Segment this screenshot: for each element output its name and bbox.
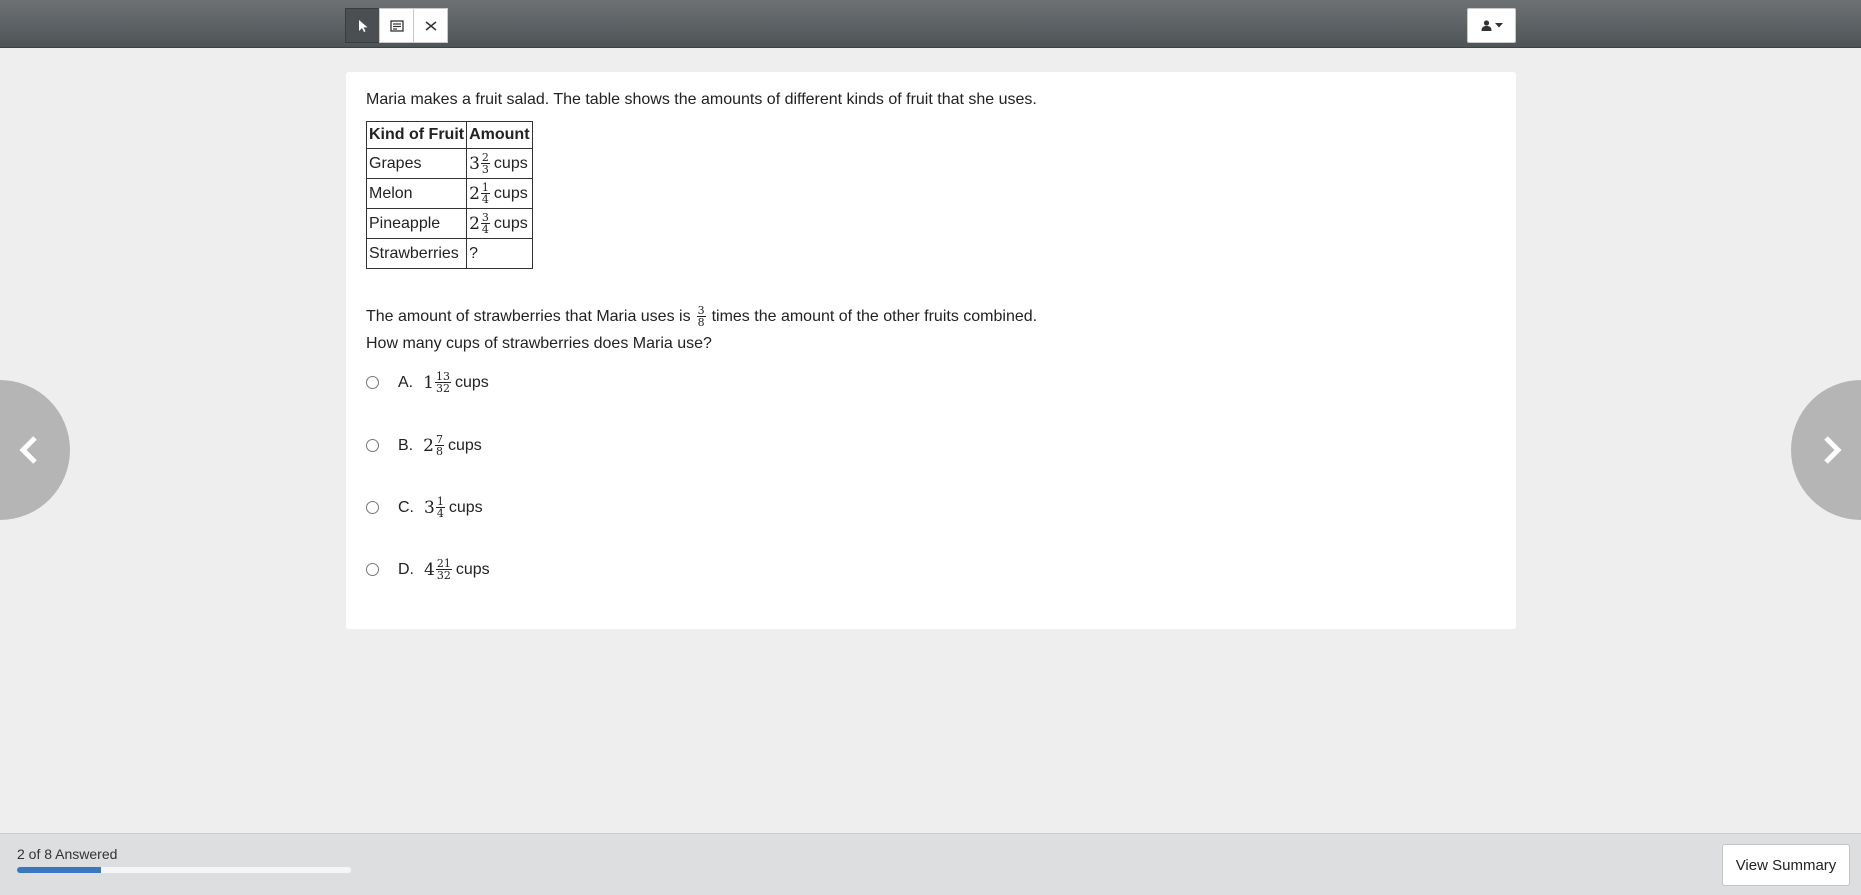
radio-button[interactable] bbox=[366, 501, 379, 514]
fraction-numerator: 1 bbox=[436, 495, 444, 508]
note-tool-button[interactable] bbox=[379, 8, 414, 43]
table-row bbox=[367, 209, 533, 239]
tool-group bbox=[346, 8, 448, 43]
fraction-denominator: 4 bbox=[481, 193, 489, 206]
question-intro: Maria makes a fruit salad. The table shows the amounts of different kinds of fruit that she uses. bbox=[366, 91, 1037, 108]
footer-bar bbox=[0, 833, 1861, 895]
mixed-whole: 1 bbox=[423, 372, 434, 393]
user-icon bbox=[1481, 20, 1492, 31]
view-summary-button[interactable]: View Summary bbox=[1722, 844, 1850, 886]
header-amount: Amount bbox=[467, 122, 532, 149]
header-kind-of-fruit: Kind of Fruit bbox=[367, 122, 467, 149]
top-toolbar bbox=[0, 0, 1861, 48]
caret-down-icon bbox=[1495, 23, 1503, 28]
chevron-right-icon bbox=[1821, 435, 1843, 465]
stem-text-before: The amount of strawberries that Maria uses is bbox=[366, 307, 691, 325]
fruit-amount bbox=[467, 179, 532, 209]
stem-text-after: times the amount of the other fruits combined. bbox=[711, 307, 1038, 325]
fraction-denominator: 8 bbox=[697, 316, 705, 329]
note-icon bbox=[390, 20, 404, 32]
fraction-denominator: 4 bbox=[481, 223, 489, 236]
table-row bbox=[367, 149, 533, 179]
unit-label: cups bbox=[455, 560, 490, 578]
mixed-whole: 3 bbox=[469, 153, 480, 174]
fruit-name: Grapes bbox=[367, 149, 467, 179]
mixed-whole: 2 bbox=[469, 183, 480, 204]
unit-label: cups bbox=[448, 498, 483, 516]
fraction-numerator: 3 bbox=[697, 304, 705, 317]
fraction-numerator: 13 bbox=[435, 370, 450, 383]
fraction-numerator: 21 bbox=[436, 557, 451, 570]
fruit-name: Strawberries bbox=[367, 239, 467, 269]
fruit-amount bbox=[467, 149, 532, 179]
mixed-whole: 3 bbox=[424, 497, 435, 518]
fruit-amount-unknown: ? bbox=[467, 239, 532, 269]
unit-label: cups bbox=[493, 214, 528, 232]
eliminate-icon bbox=[424, 20, 438, 32]
option-letter: C. bbox=[398, 498, 414, 516]
fraction-numerator: 7 bbox=[435, 433, 443, 446]
fruit-name: Pineapple bbox=[367, 209, 467, 239]
question-prompt: How many cups of strawberries does Maria use? bbox=[366, 335, 712, 352]
eliminate-tool-button[interactable] bbox=[413, 8, 448, 43]
fraction-numerator: 2 bbox=[481, 151, 489, 164]
answer-option-d[interactable] bbox=[366, 558, 490, 581]
fraction-denominator: 3 bbox=[481, 163, 489, 176]
option-letter: D. bbox=[398, 560, 414, 578]
fruit-table bbox=[366, 121, 533, 269]
pointer-icon bbox=[357, 19, 369, 33]
table-header-row bbox=[367, 122, 533, 149]
radio-button[interactable] bbox=[366, 376, 379, 389]
previous-question-button[interactable] bbox=[0, 380, 70, 520]
chevron-left-icon bbox=[18, 435, 40, 465]
pointer-tool-button[interactable] bbox=[345, 8, 380, 43]
fraction-denominator: 8 bbox=[435, 445, 443, 458]
fraction-numerator: 3 bbox=[481, 211, 489, 224]
fraction-denominator: 32 bbox=[435, 382, 450, 395]
user-menu-button[interactable] bbox=[1467, 8, 1516, 43]
unit-label: cups bbox=[493, 154, 528, 172]
mixed-whole: 2 bbox=[469, 213, 480, 234]
next-question-button[interactable] bbox=[1791, 380, 1861, 520]
mixed-whole: 2 bbox=[423, 435, 434, 456]
answer-option-c[interactable] bbox=[366, 496, 483, 519]
radio-button[interactable] bbox=[366, 439, 379, 452]
fruit-name: Melon bbox=[367, 179, 467, 209]
mixed-whole: 4 bbox=[424, 559, 435, 580]
option-letter: A. bbox=[398, 373, 414, 391]
question-stem bbox=[366, 305, 1037, 328]
answer-option-a[interactable] bbox=[366, 371, 489, 394]
fruit-amount bbox=[467, 209, 532, 239]
fraction-numerator: 1 bbox=[481, 181, 489, 194]
fraction-denominator: 4 bbox=[436, 507, 444, 520]
option-letter: B. bbox=[398, 436, 414, 454]
answer-option-b[interactable] bbox=[366, 434, 482, 457]
radio-button[interactable] bbox=[366, 563, 379, 576]
progress-fill bbox=[17, 867, 101, 873]
unit-label: cups bbox=[447, 436, 482, 454]
answered-count: 2 of 8 Answered bbox=[17, 846, 118, 862]
fraction-denominator: 32 bbox=[436, 569, 451, 582]
unit-label: cups bbox=[454, 373, 489, 391]
table-row bbox=[367, 179, 533, 209]
unit-label: cups bbox=[493, 184, 528, 202]
progress-bar bbox=[17, 867, 351, 873]
table-row bbox=[367, 239, 533, 269]
question-card bbox=[346, 72, 1516, 629]
